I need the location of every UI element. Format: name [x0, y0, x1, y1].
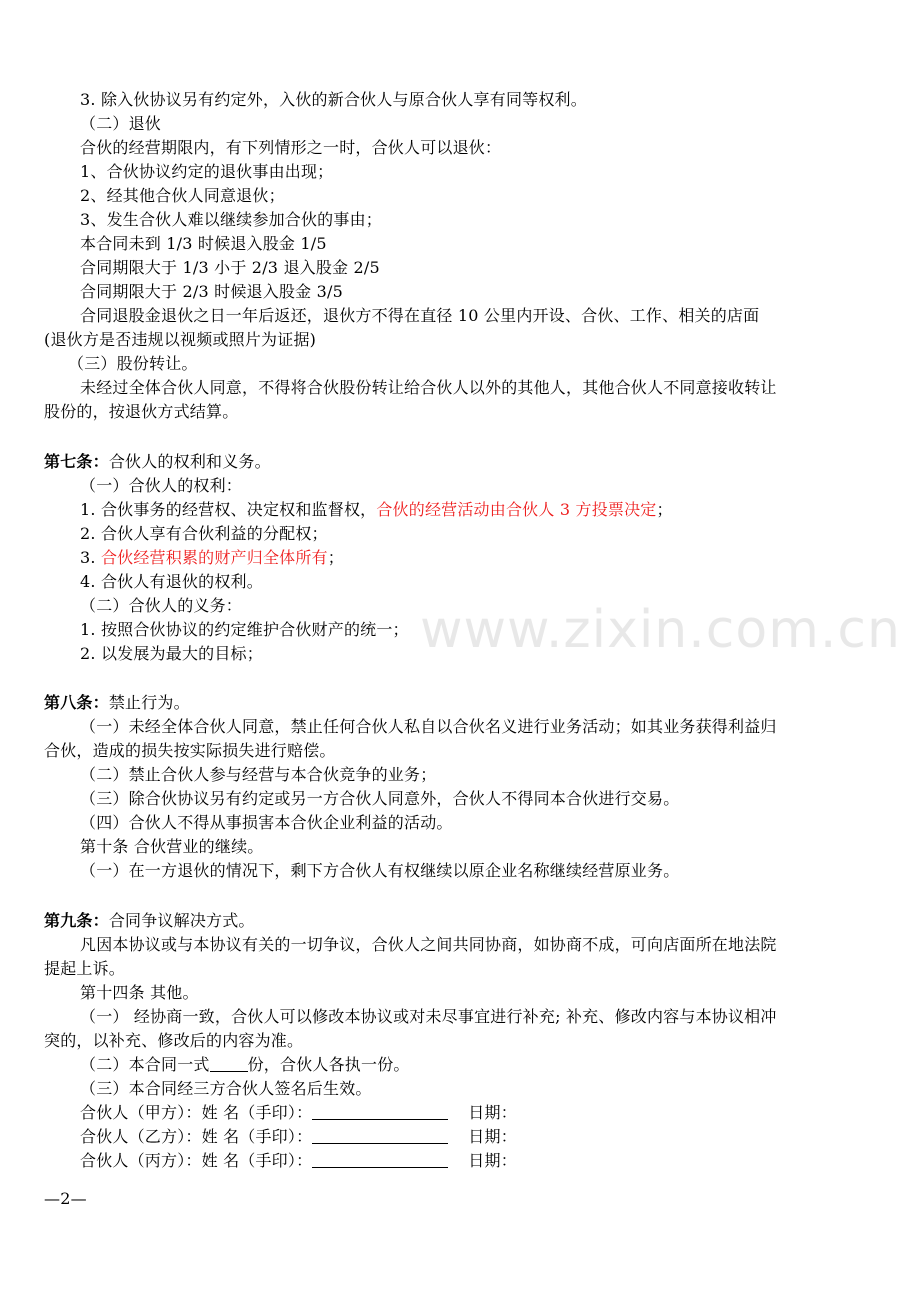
clause-line: 本合同未到 1/3 时候退入股金 1/5 — [80, 234, 327, 253]
article-title: 合伙人的权利和义务。 — [108, 452, 271, 471]
clause-line — [80, 1054, 410, 1076]
page-number: —2— — [44, 1189, 87, 1208]
clause-line: 合同退股金退伙之日一年后返还，退伙方不得在直径 10 公里内开设、合伙、工作、相关的店面 — [80, 306, 760, 325]
clause-line: 2、经其他合伙人同意退伙； — [80, 186, 285, 205]
signature-blank — [312, 1103, 448, 1120]
signature-label: 合伙人（甲方）：姓 名（手印）： — [80, 1103, 313, 1122]
clause-text: ； — [327, 548, 344, 567]
highlighted-text: 合伙的经营活动由合伙人 3 方投票决定 — [376, 500, 657, 519]
signature-label: 合伙人（乙方）：姓 名（手印）： — [80, 1127, 313, 1146]
clause-line: 未经过全体合伙人同意，不得将合伙股份转让给合伙人以外的其他人，其他合伙人不同意接收转让 — [80, 378, 777, 397]
clause-line: 3、发生合伙人难以继续参加合伙的事由； — [80, 210, 382, 229]
article-number: 第九条： — [44, 911, 109, 930]
signature-line-c — [80, 1150, 517, 1172]
date-label: 日期： — [468, 1151, 517, 1170]
clause-line: 4. 合伙人有退伙的权利。 — [80, 572, 263, 591]
signature-line-b — [80, 1126, 517, 1148]
clause-number: 3. — [80, 548, 101, 567]
date-label: 日期： — [468, 1103, 517, 1122]
article-number: 第八条： — [44, 693, 109, 712]
section-heading: （一）合伙人的权利： — [80, 476, 243, 495]
clause-line: 突的，以补充、修改后的内容为准。 — [44, 1031, 304, 1050]
clause-line: （三）除合伙协议另有约定或另一方合伙人同意外，合伙人不得同本合伙进行交易。 — [80, 789, 680, 808]
section-heading: （三）股份转让。 — [68, 354, 198, 373]
clause-line: 1、合伙协议约定的退伙事由出现； — [80, 162, 334, 181]
clause-line: 合伙，造成的损失按实际损失进行赔偿。 — [44, 741, 336, 760]
clause-line: （二）禁止合伙人参与经营与本合伙竞争的业务； — [80, 765, 437, 784]
article-heading — [44, 692, 190, 714]
article-number: 第七条： — [44, 452, 109, 471]
clause-line: 第十四条 其他。 — [80, 983, 199, 1002]
clause-line: 2. 以发展为最大的目标； — [80, 644, 263, 663]
clause-line — [80, 547, 344, 569]
article-heading — [44, 451, 271, 473]
section-heading: （二）退伙 — [80, 114, 162, 133]
date-label: 日期： — [468, 1127, 517, 1146]
clause-text: （二）本合同一式 — [80, 1055, 210, 1074]
clause-line: （三）本合同经三方合伙人签名后生效。 — [80, 1079, 372, 1098]
clause-line: 合同期限大于 1/3 小于 2/3 退入股金 2/5 — [80, 258, 380, 277]
clause-text: 1. 合伙事务的经营权、决定权和监督权， — [80, 500, 377, 519]
signature-blank — [312, 1151, 448, 1168]
signature-label: 合伙人（丙方）：姓 名（手印）： — [80, 1151, 313, 1170]
clause-line: 合同期限大于 2/3 时候退入股金 3/5 — [80, 282, 343, 301]
clause-line: (退伙方是否违规以视频或照片为证据) — [44, 330, 317, 349]
clause-line: 凡因本协议或与本协议有关的一切争议，合伙人之间共同协商，如协商不成，可向店面所在地法院 — [80, 935, 777, 954]
watermark: www.zixin.com.cn — [420, 600, 901, 660]
clause-line: （一） 经协商一致，合伙人可以修改本协议或对未尽事宜进行补充; 补充、修改内容与本协议相冲 — [80, 1007, 777, 1026]
article-heading — [44, 910, 255, 932]
clause-line: 提起上诉。 — [44, 959, 126, 978]
highlighted-text: 合伙经营积累的财产归全体所有 — [100, 548, 328, 567]
section-heading: （二）合伙人的义务： — [80, 596, 243, 615]
clause-line — [80, 499, 673, 521]
copies-blank — [210, 1055, 248, 1072]
clause-line: 股份的，按退伙方式结算。 — [44, 402, 239, 421]
signature-line-a — [80, 1102, 517, 1124]
clause-line: 第十条 合伙营业的继续。 — [80, 837, 264, 856]
clause-line: （一）未经全体合伙人同意，禁止任何合伙人私自以合伙名义进行业务活动；如其业务获得利益归 — [80, 717, 777, 736]
clause-line: 2. 合伙人享有合伙利益的分配权； — [80, 524, 328, 543]
clause-line: 1. 按照合伙协议的约定维护合伙财产的统一； — [80, 620, 409, 639]
article-title: 禁止行为。 — [108, 693, 190, 712]
clause-text: 份，合伙人各执一份。 — [247, 1055, 410, 1074]
clause-line: （一）在一方退伙的情况下，剩下方合伙人有权继续以原企业名称继续经营原业务。 — [80, 861, 680, 880]
clause-line: （四）合伙人不得从事损害本合伙企业利益的活动。 — [80, 813, 453, 832]
article-title: 合同争议解决方式。 — [108, 911, 255, 930]
clause-line: 3. 除入伙协议另有约定外，入伙的新合伙人与原合伙人享有同等权利。 — [80, 90, 587, 109]
clause-text: ； — [656, 500, 673, 519]
clause-line: 合伙的经营期限内，有下列情形之一时，合伙人可以退伙： — [80, 138, 502, 157]
signature-blank — [312, 1127, 448, 1144]
